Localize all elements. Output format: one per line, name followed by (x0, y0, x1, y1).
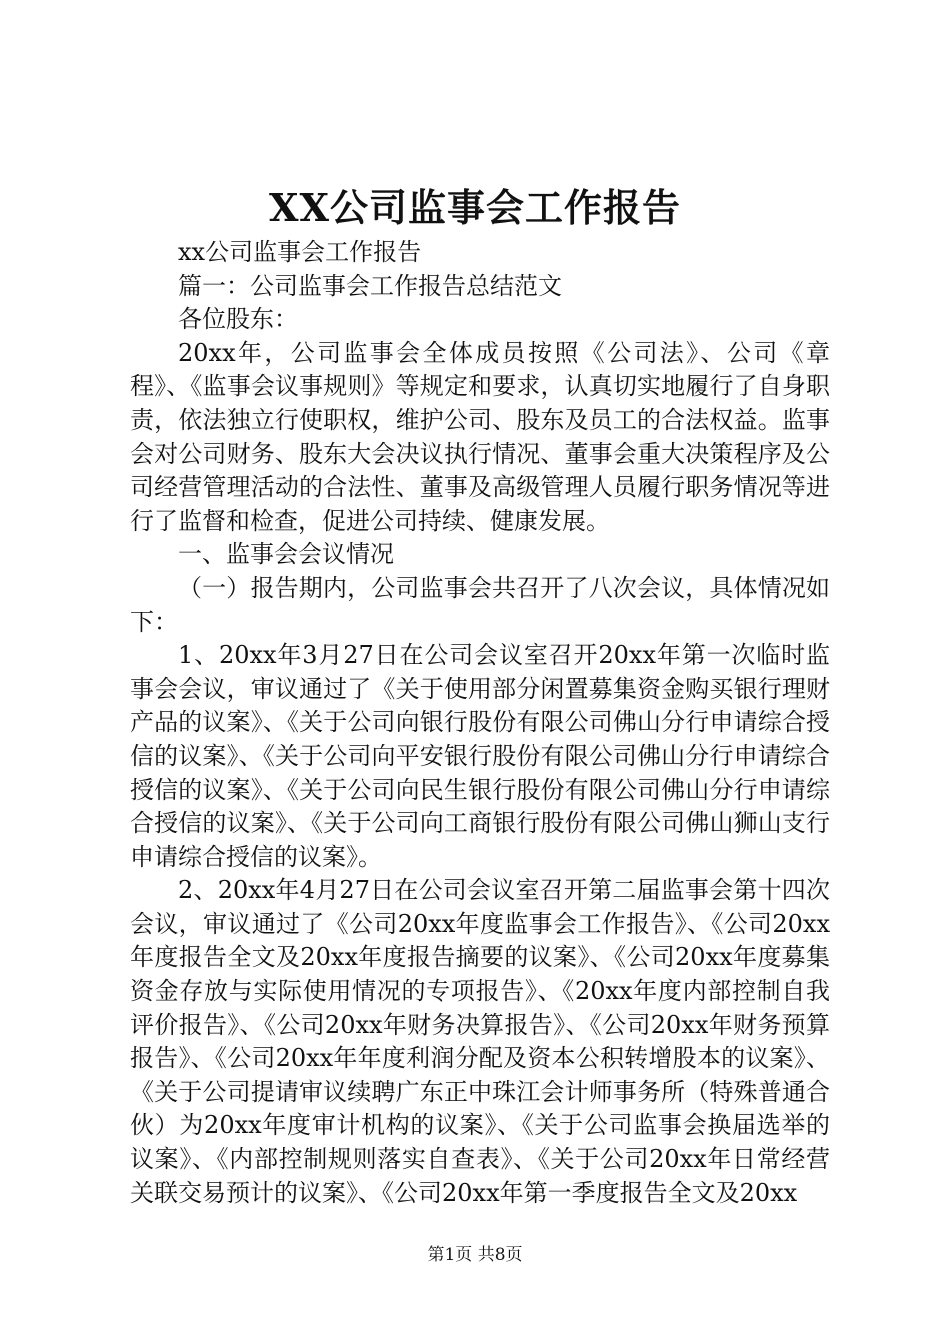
paragraph-section-heading: 篇一：公司监事会工作报告总结范文 (178, 271, 562, 300)
paragraph-subtitle: xx公司监事会工作报告 (178, 238, 422, 266)
page-number-footer: 第1页 共8页 (427, 1245, 523, 1265)
paragraph-salutation: 各位股东： (178, 305, 298, 334)
paragraph-meetings-summary: （一）报告期内，公司监事会共召开了八次会议，具体情况如下： (130, 573, 830, 636)
document-body (130, 236, 830, 1210)
paragraph-intro: 20xx年，公司监事会全体成员按照《公司法》、公司《章程》、《监事会议事规则》等规定和要求，认真切实地履行了自身职责，依法独立行使职权，维护公司、股东及员工的合法权益。监事会对公司财务、股东大会决议执行情况、董事会重大决策程序及公司经营管理活动的合法性、董事及高级管理人员履行职务情况等进行了监督和检查，促进公司持续、健康发展。 (130, 338, 830, 535)
paragraph-heading-meetings: 一、监事会会议情况 (178, 540, 394, 569)
document-title: XX公司监事会工作报告 (269, 185, 681, 230)
paragraph-meeting-1: 1、20xx年3月27日在公司会议室召开20xx年第一次临时监事会会议，审议通过了《关于使用部分闲置募集资金购买银行理财产品的议案》、《关于公司向银行股份有限公司佛山分行申请综合授信的议案》、《关于公司向平安银行股份有限公司佛山分行申请综合授信的议案》、《关于公司向民生银行股份有限公司佛山分行申请综合授信的议案》、《关于公司向工商银行股份有限公司佛山狮山支行申请综合授信的议案》。 (130, 641, 830, 871)
paragraph-meeting-2: 2、20xx年4月27日在公司会议室召开第二届监事会第十四次会议，审议通过了《公司20xx年度监事会工作报告》、《公司20xx年度报告全文及20xx年度报告摘要的议案》、《公司20xx年度募集资金存放与实际使用情况的专项报告》、《20xx年度内部控制自我评价报告》、《公司20xx年财务决算报告》、《公司20xx年财务预算报告》、《公司20xx年年度利润分配及资本公积转增股本的议案》、《关于公司提请审议续聘广东正中珠江会计师事务所（特殊普通合伙）为20xx年度审计机构的议案》、《关于公司监事会换届选举的议案》、《内部控制规则落实自查表》、《关于公司20xx年日常经营关联交易预计的议案》、《公司20xx年第一季度报告全文及20xx (130, 876, 830, 1207)
